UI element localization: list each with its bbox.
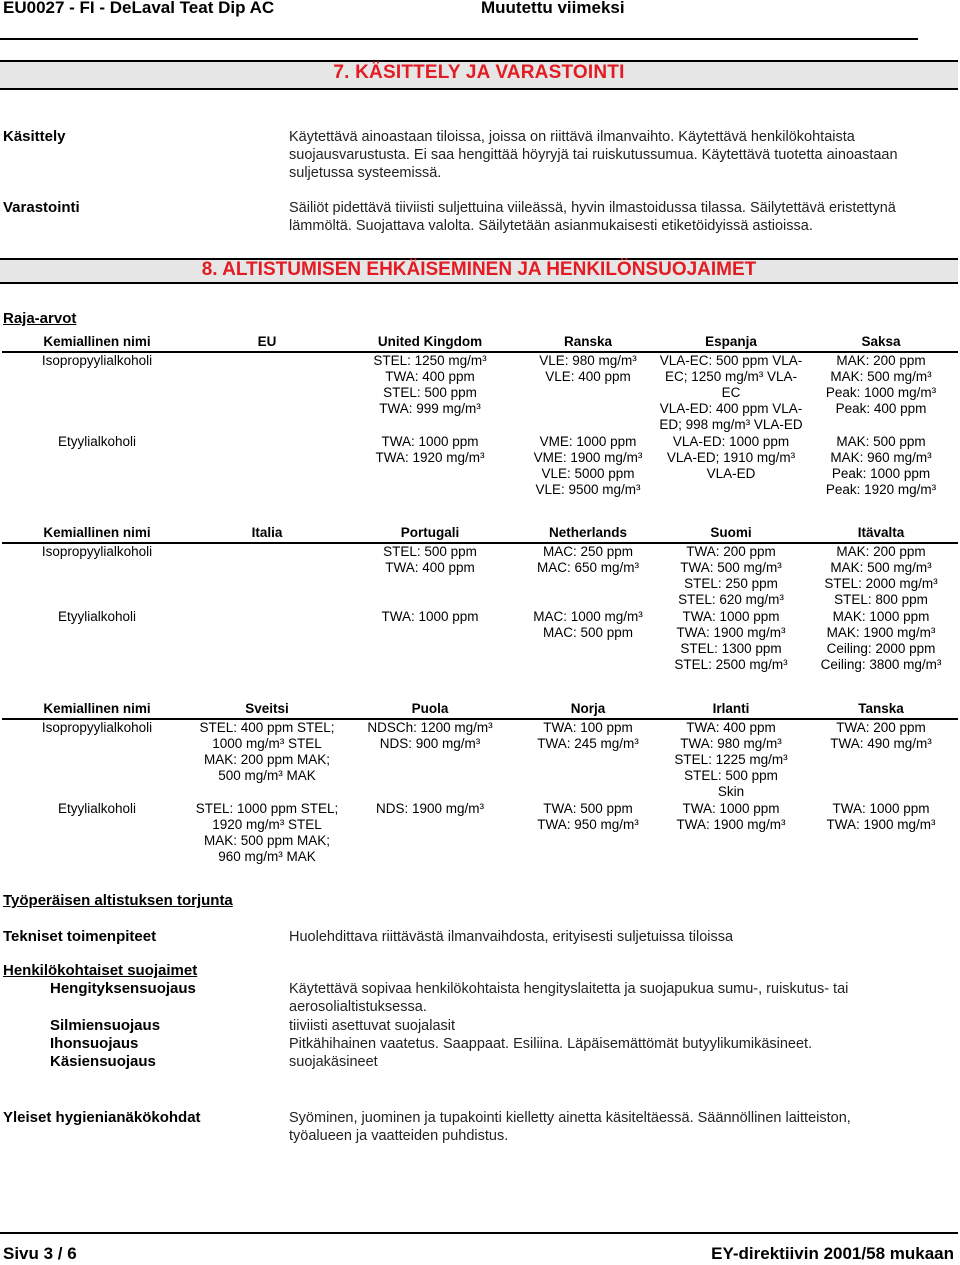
table-cell: NDSCh: 1200 mg/m³ NDS: 900 mg/m³ xyxy=(367,720,493,751)
eye-label: Silmiensuojaus xyxy=(50,1017,161,1034)
technical-label: Tekniset toimenpiteet xyxy=(3,928,157,945)
col-header: Espanja xyxy=(658,334,804,352)
table-row xyxy=(2,609,958,673)
col-header: Kemiallinen nimi xyxy=(2,701,192,719)
col-header: Saksa xyxy=(804,334,958,352)
modified-label: Muutettu viimeksi xyxy=(481,0,625,17)
hygiene-label: Yleiset hygienianäkökohdat xyxy=(3,1109,201,1126)
exposure-control-label: Työperäisen altistuksen torjunta xyxy=(3,892,233,909)
col-header: Suomi xyxy=(658,525,804,543)
table-cell: MAC: 250 ppm MAC: 650 mg/m³ xyxy=(536,544,640,575)
table-cell: TWA: 1000 ppm TWA: 1900 mg/m³ STEL: 1300 ppm STEL: 2500 mg/m³ xyxy=(674,609,788,672)
directive-label: EY-direktiivin 2001/58 mukaan xyxy=(711,1244,954,1263)
table-cell: Isopropyylialkoholi xyxy=(41,353,153,368)
limits-label: Raja-arvot xyxy=(3,310,77,327)
table-cell: MAK: 200 ppm MAK: 500 mg/m³ STEL: 2000 mg/m³ STEL: 800 ppm xyxy=(824,544,938,607)
respiratory-label: Hengityksensuojaus xyxy=(50,980,196,997)
handling-text: Käytettävä ainoastaan tiloissa, joissa on riittävä ilmanvaihto. Käytettävä henkilökohtaista suojausvarustusta. Ei saa hengittää höyryjä tai ruiskutussumua. Käytettävä tuotetta ainoastaan suljetussa systeemissä. xyxy=(289,129,898,181)
limits-table-2 xyxy=(2,525,958,673)
table-cell: STEL: 1250 mg/m³ TWA: 400 ppm STEL: 500 ppm TWA: 999 mg/m³ xyxy=(373,353,487,416)
col-header: EU xyxy=(192,334,342,352)
table-cell: VLA-ED: 1000 ppm VLA-ED; 1910 mg/m³ VLA-ED xyxy=(666,434,796,481)
col-header: Ranska xyxy=(518,334,658,352)
table-row xyxy=(2,719,958,801)
table-cell xyxy=(192,543,342,609)
respiratory-text: Käytettävä sopivaa henkilökohtaista hengityslaitetta ja suojapukua sumu-, ruiskutus- tai aerosolialtistuksessa. xyxy=(289,981,849,1015)
col-header: Tanska xyxy=(804,701,958,719)
table-header-row xyxy=(2,701,958,719)
table-cell: TWA: 200 ppm TWA: 500 mg/m³ STEL: 250 ppm STEL: 620 mg/m³ xyxy=(678,544,784,607)
table-cell: VLE: 980 mg/m³ VLE: 400 ppm xyxy=(539,353,637,384)
table-cell: TWA: 1000 ppm TWA: 1900 mg/m³ xyxy=(826,801,936,832)
eye-text: tiiviisti asettuvat suojalasit xyxy=(289,1018,456,1034)
table-row xyxy=(2,801,958,865)
table-cell xyxy=(192,609,342,673)
col-header: Norja xyxy=(518,701,658,719)
table-cell: Etyylialkoholi xyxy=(57,434,137,449)
table-cell xyxy=(192,434,342,498)
col-header: Sveitsi xyxy=(192,701,342,719)
table-cell: TWA: 1000 ppm TWA: 1900 mg/m³ xyxy=(676,801,786,832)
col-header: Italia xyxy=(192,525,342,543)
table-cell: TWA: 1000 ppm xyxy=(381,609,479,624)
table-header-row xyxy=(2,525,958,543)
col-header: Puola xyxy=(342,701,518,719)
table-cell: Etyylialkoholi xyxy=(57,801,137,816)
col-header: Kemiallinen nimi xyxy=(2,334,192,352)
table-cell: TWA: 200 ppm TWA: 490 mg/m³ xyxy=(830,720,932,751)
table-row xyxy=(2,352,958,434)
handling-label: Käsittely xyxy=(3,128,66,145)
skin-label: Ihonsuojaus xyxy=(50,1035,139,1052)
col-header: Portugali xyxy=(342,525,518,543)
table-cell: TWA: 400 ppm TWA: 980 mg/m³ STEL: 1225 mg/m³ STEL: 500 ppm Skin xyxy=(674,720,788,799)
limits-table-1 xyxy=(2,334,958,498)
col-header: United Kingdom xyxy=(342,334,518,352)
table-cell: Isopropyylialkoholi xyxy=(41,544,153,559)
table-cell: STEL: 400 ppm STEL; 1000 mg/m³ STEL MAK: 200 ppm MAK; 500 mg/m³ MAK xyxy=(199,720,335,783)
table-cell: Etyylialkoholi xyxy=(57,609,137,624)
table-cell: Isopropyylialkoholi xyxy=(41,720,153,735)
footer-divider xyxy=(0,1232,958,1234)
ppe-label: Henkilökohtaiset suojaimet xyxy=(3,962,198,979)
storage-text: Säiliöt pidettävä tiiviisti suljettuina viileässä, hyvin ilmastoidussa tilassa. Säilytettävä eristettynä lämmöltä. Suojattava valolta. Säilytetään asianmukaisesti etiketöidyissä astioissa. xyxy=(289,200,896,234)
table-cell: MAK: 1000 ppm MAK: 1900 mg/m³ Ceiling: 2000 ppm Ceiling: 3800 mg/m³ xyxy=(820,609,942,672)
hand-text: suojakäsineet xyxy=(289,1054,378,1070)
col-header: Netherlands xyxy=(518,525,658,543)
table-cell: VLA-EC: 500 ppm VLA- EC; 1250 mg/m³ VLA- EC VLA-ED: 400 ppm VLA- ED; 998 mg/m³ VLA-ED xyxy=(659,353,803,432)
section-7-title: 7. KÄSITTELY JA VARASTOINTI xyxy=(333,62,625,83)
table-cell: TWA: 1000 ppm TWA: 1920 mg/m³ xyxy=(375,434,485,465)
table-cell: STEL: 1000 ppm STEL; 1920 mg/m³ STEL MAK: 500 ppm MAK; 960 mg/m³ MAK xyxy=(195,801,339,864)
table-cell: MAC: 1000 mg/m³ MAC: 500 ppm xyxy=(533,609,643,640)
header-divider xyxy=(0,38,918,40)
table-cell: TWA: 500 ppm TWA: 950 mg/m³ xyxy=(537,801,639,832)
document-id: EU0027 - FI - DeLaval Teat Dip AC xyxy=(3,0,275,17)
hand-label: Käsiensuojaus xyxy=(50,1053,156,1070)
limits-table-3 xyxy=(2,701,958,865)
table-cell: STEL: 500 ppm TWA: 400 ppm xyxy=(383,544,477,575)
col-header: Irlanti xyxy=(658,701,804,719)
table-cell: NDS: 1900 mg/m³ xyxy=(375,801,485,816)
table-row xyxy=(2,434,958,498)
table-row xyxy=(2,543,958,609)
hygiene-text: Syöminen, juominen ja tupakointi kielletty ainetta käsiteltäessä. Säännöllinen laitteiston, työalueen ja vaatteiden puhdistus. xyxy=(289,1110,851,1144)
table-cell: TWA: 100 ppm TWA: 245 mg/m³ xyxy=(537,720,639,751)
section-8-title: 8. ALTISTUMISEN EHKÄISEMINEN JA HENKILÖNSUOJAIMET xyxy=(201,259,757,280)
col-header: Itävalta xyxy=(804,525,958,543)
table-cell xyxy=(192,352,342,434)
table-header-row xyxy=(2,334,958,352)
technical-text: Huolehdittava riittävästä ilmanvaihdosta, erityisesti suljetuissa tiloissa xyxy=(289,929,734,945)
page-number: Sivu 3 / 6 xyxy=(3,1244,77,1263)
table-cell: MAK: 500 ppm MAK: 960 mg/m³ Peak: 1000 ppm Peak: 1920 mg/m³ xyxy=(825,434,937,497)
skin-text: Pitkähihainen vaatetus. Saappaat. Esiliina. Läpäisemättömät butyylikumikäsineet. xyxy=(289,1036,813,1052)
col-header: Kemiallinen nimi xyxy=(2,525,192,543)
table-cell: VME: 1000 ppm VME: 1900 mg/m³ VLE: 5000 ppm VLE: 9500 mg/m³ xyxy=(533,434,643,497)
storage-label: Varastointi xyxy=(3,199,80,216)
table-cell: MAK: 200 ppm MAK: 500 mg/m³ Peak: 1000 mg/m³ Peak: 400 ppm xyxy=(825,353,937,416)
